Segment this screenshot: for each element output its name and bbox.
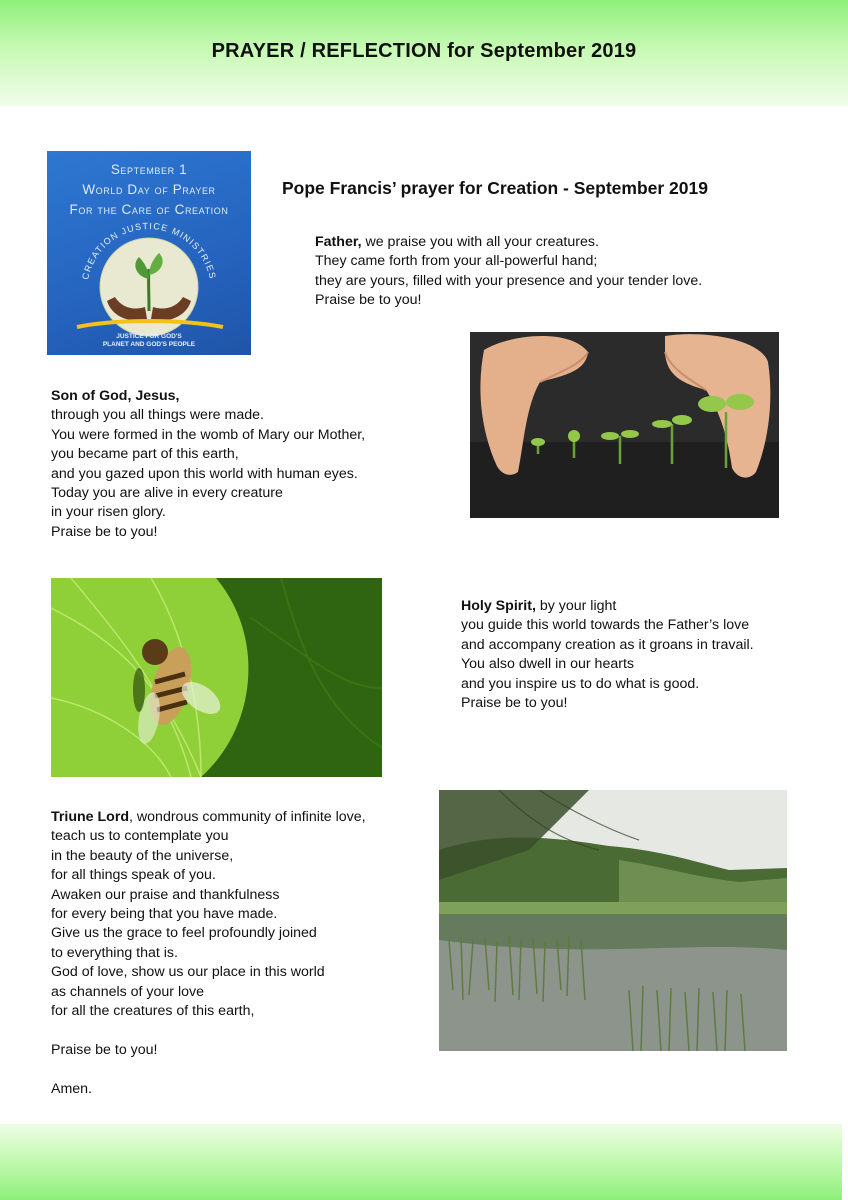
lake-landscape-photo [439, 790, 787, 1051]
badge-footer-1: JUSTICE FOR GOD'S [116, 333, 182, 340]
prayer-title: Pope Francis’ prayer for Creation - September 2019 [282, 178, 708, 198]
stanza-line: they are yours, filled with your presence and your tender love. [315, 272, 703, 289]
stanza-lead: Father, [315, 234, 362, 250]
stanza-line: Praise be to you! [315, 292, 422, 309]
stanza-line: and you inspire us to do what is good. [461, 675, 700, 692]
stanza-line: we praise you with all your creatures. [361, 234, 599, 250]
bee-on-leaf-photo [51, 578, 382, 777]
stanza-line: They came forth from your all-powerful hand; [315, 253, 598, 270]
footer-band [0, 1124, 842, 1200]
stanza-lead: Holy Spirit, [461, 598, 536, 614]
stanza-triune-lord [51, 808, 366, 1099]
svg-text:CREATION JUSTICE MINISTRIES: CREATION JUSTICE MINISTRIES [80, 220, 218, 281]
stanza-line: and you gazed upon this world with human eyes. [51, 465, 358, 482]
stanza-line: in the beauty of the universe, [51, 847, 234, 864]
world-day-of-prayer-badge [47, 151, 251, 355]
stanza-line: Praise be to you! [461, 695, 568, 712]
stanza-line: in your risen glory. [51, 504, 166, 521]
stanza-line: and accompany creation as it groans in travail. [461, 636, 754, 653]
badge-footer-2: PLANET AND GOD'S PEOPLE [102, 341, 196, 348]
stanza-son-of-god [51, 387, 365, 542]
badge-line-2: World Day of Prayer [82, 182, 216, 197]
stanza-line: Praise be to you! [51, 523, 158, 540]
stanza-line: Praise be to you! [51, 1041, 158, 1058]
badge-line-1: September 1 [110, 162, 188, 177]
stanza-line: , wondrous community of infinite love, [129, 809, 366, 825]
amen-line: Amen. [51, 1080, 93, 1097]
stanza-line: Give us the grace to feel profoundly joined [51, 925, 317, 942]
stanza-line: to everything that is. [51, 944, 178, 961]
stanza-father [315, 233, 702, 311]
stanza-lead: Triune Lord [51, 809, 130, 825]
stanza-line: teach us to contemplate you [51, 828, 229, 845]
stanza-line: You also dwell in our hearts [461, 656, 634, 673]
stanza-line: Today you are alive in every creature [51, 485, 283, 502]
creation-justice-logo-icon [47, 151, 251, 355]
page-title: PRAYER / REFLECTION for September 2019 [211, 40, 637, 62]
badge-line-3: For the Care of Creation [69, 202, 229, 217]
stanza-line: you guide this world towards the Father’s love [461, 617, 750, 634]
stanza-line: as channels of your love [51, 983, 205, 1000]
stanza-line: through you all things were made. [51, 407, 264, 424]
stanza-line: Awaken our praise and thankfulness [51, 886, 280, 903]
stanza-line: God of love, show us our place in this world [51, 964, 325, 981]
stanza-holy-spirit [461, 597, 754, 713]
stanza-line: by your light [535, 598, 617, 614]
stanza-line: You were formed in the womb of Mary our Mother, [51, 426, 366, 443]
stanza-lead: Son of God, Jesus, [51, 388, 180, 404]
hands-seedlings-photo [470, 332, 779, 518]
stanza-line: for all the creatures of this earth, [51, 1003, 255, 1020]
stanza-line: for all things speak of you. [51, 867, 216, 884]
stanza-line: for every being that you have made. [51, 906, 278, 923]
stanza-line: you became part of this earth, [51, 446, 239, 463]
